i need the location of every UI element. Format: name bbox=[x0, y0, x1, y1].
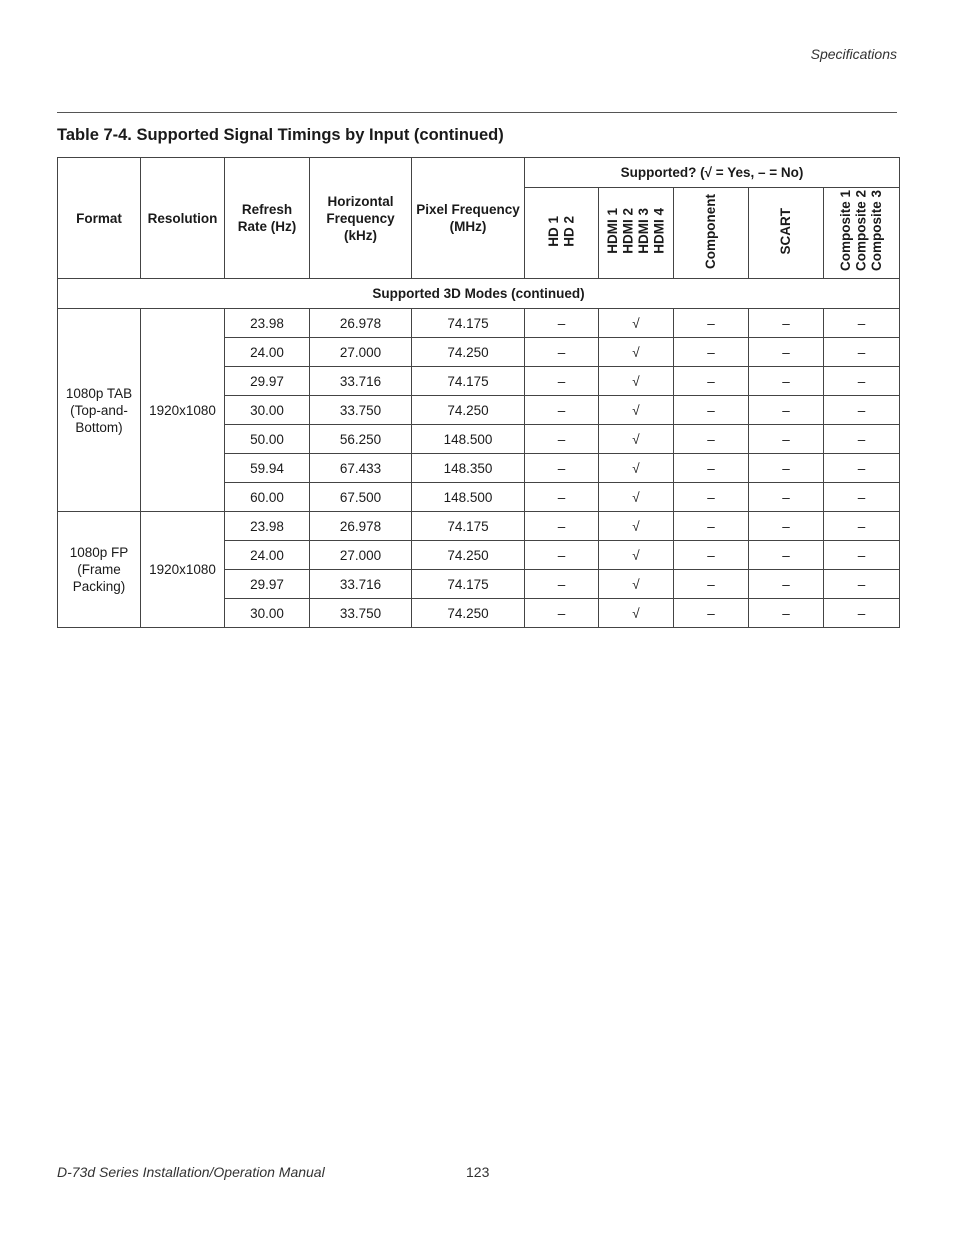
footer-page-number: 123 bbox=[466, 1164, 490, 1180]
component-cell: – bbox=[674, 512, 749, 541]
col-header-horizontal: Horizontal Frequency (kHz) bbox=[310, 158, 412, 279]
table-body bbox=[58, 279, 900, 628]
table-title: Table 7-4. Supported Signal Timings by Input (continued) bbox=[57, 126, 504, 144]
hdmi-cell: √ bbox=[599, 483, 674, 512]
scart-cell: – bbox=[749, 599, 824, 628]
footer-manual-title: D-73d Series Installation/Operation Manual bbox=[57, 1164, 325, 1180]
composite-cell: – bbox=[824, 309, 900, 338]
refresh-cell: 23.98 bbox=[225, 512, 310, 541]
component-cell: – bbox=[674, 396, 749, 425]
hdmi-cell: √ bbox=[599, 367, 674, 396]
table-row bbox=[58, 309, 900, 338]
horizontal-cell: 26.978 bbox=[310, 309, 412, 338]
hdmi-cell: √ bbox=[599, 396, 674, 425]
refresh-cell: 29.97 bbox=[225, 570, 310, 599]
horizontal-cell: 33.750 bbox=[310, 396, 412, 425]
hdmi-cell: √ bbox=[599, 454, 674, 483]
col-header-resolution: Resolution bbox=[141, 158, 225, 279]
refresh-cell: 29.97 bbox=[225, 367, 310, 396]
horizontal-cell: 67.500 bbox=[310, 483, 412, 512]
subheading: Supported 3D Modes (continued) bbox=[58, 279, 900, 309]
hd-cell: – bbox=[525, 483, 599, 512]
scart-cell: – bbox=[749, 425, 824, 454]
horizontal-cell: 27.000 bbox=[310, 338, 412, 367]
input-label-composite: Composite 1 Composite 2 Composite 3 bbox=[838, 190, 885, 272]
hdmi-cell: √ bbox=[599, 541, 674, 570]
pixel-cell: 148.500 bbox=[412, 425, 525, 454]
composite-cell: – bbox=[824, 367, 900, 396]
col-header-scart bbox=[749, 188, 824, 279]
col-header-composite bbox=[824, 188, 900, 279]
pixel-cell: 148.500 bbox=[412, 483, 525, 512]
refresh-cell: 50.00 bbox=[225, 425, 310, 454]
hdmi-cell: √ bbox=[599, 309, 674, 338]
col-header-hd bbox=[525, 188, 599, 279]
pixel-cell: 148.350 bbox=[412, 454, 525, 483]
horizontal-cell: 33.750 bbox=[310, 599, 412, 628]
section-label: Specifications bbox=[810, 46, 897, 62]
hdmi-cell: √ bbox=[599, 425, 674, 454]
refresh-cell: 30.00 bbox=[225, 396, 310, 425]
hd-cell: – bbox=[525, 309, 599, 338]
pixel-cell: 74.175 bbox=[412, 309, 525, 338]
input-label-hdmi: HDMI 1 HDMI 2 HDMI 3 HDMI 4 bbox=[605, 208, 667, 254]
header-rule bbox=[57, 112, 897, 113]
resolution-cell: 1920x1080 bbox=[141, 309, 225, 512]
scart-cell: – bbox=[749, 367, 824, 396]
hdmi-cell: √ bbox=[599, 512, 674, 541]
hd-cell: – bbox=[525, 541, 599, 570]
component-cell: – bbox=[674, 338, 749, 367]
hd-cell: – bbox=[525, 396, 599, 425]
format-cell: 1080p TAB (Top-and- Bottom) bbox=[58, 309, 141, 512]
pixel-cell: 74.175 bbox=[412, 512, 525, 541]
refresh-cell: 24.00 bbox=[225, 541, 310, 570]
scart-cell: – bbox=[749, 338, 824, 367]
horizontal-cell: 27.000 bbox=[310, 541, 412, 570]
scart-cell: – bbox=[749, 541, 824, 570]
horizontal-cell: 33.716 bbox=[310, 570, 412, 599]
scart-cell: – bbox=[749, 309, 824, 338]
composite-cell: – bbox=[824, 425, 900, 454]
input-label-component: Component bbox=[703, 193, 719, 269]
hd-cell: – bbox=[525, 570, 599, 599]
col-header-format: Format bbox=[58, 158, 141, 279]
horizontal-cell: 33.716 bbox=[310, 367, 412, 396]
scart-cell: – bbox=[749, 396, 824, 425]
refresh-cell: 23.98 bbox=[225, 309, 310, 338]
table-row bbox=[58, 512, 900, 541]
pixel-cell: 74.250 bbox=[412, 396, 525, 425]
format-cell: 1080p FP (Frame Packing) bbox=[58, 512, 141, 628]
composite-cell: – bbox=[824, 338, 900, 367]
component-cell: – bbox=[674, 309, 749, 338]
pixel-cell: 74.175 bbox=[412, 570, 525, 599]
composite-cell: – bbox=[824, 512, 900, 541]
composite-cell: – bbox=[824, 599, 900, 628]
pixel-cell: 74.175 bbox=[412, 367, 525, 396]
input-label-scart: SCART bbox=[778, 207, 794, 255]
refresh-cell: 30.00 bbox=[225, 599, 310, 628]
scart-cell: – bbox=[749, 570, 824, 599]
hd-cell: – bbox=[525, 512, 599, 541]
composite-cell: – bbox=[824, 483, 900, 512]
composite-cell: – bbox=[824, 541, 900, 570]
component-cell: – bbox=[674, 425, 749, 454]
col-header-refresh: Refresh Rate (Hz) bbox=[225, 158, 310, 279]
hd-cell: – bbox=[525, 338, 599, 367]
hdmi-cell: √ bbox=[599, 599, 674, 628]
hdmi-cell: √ bbox=[599, 338, 674, 367]
composite-cell: – bbox=[824, 454, 900, 483]
component-cell: – bbox=[674, 599, 749, 628]
col-header-component bbox=[674, 188, 749, 279]
component-cell: – bbox=[674, 454, 749, 483]
input-label-hd: HD 1 HD 2 bbox=[546, 215, 577, 247]
pixel-cell: 74.250 bbox=[412, 338, 525, 367]
refresh-cell: 59.94 bbox=[225, 454, 310, 483]
hd-cell: – bbox=[525, 454, 599, 483]
refresh-cell: 24.00 bbox=[225, 338, 310, 367]
horizontal-cell: 26.978 bbox=[310, 512, 412, 541]
scart-cell: – bbox=[749, 512, 824, 541]
col-header-supported: Supported? (√ = Yes, – = No) bbox=[525, 158, 900, 188]
horizontal-cell: 56.250 bbox=[310, 425, 412, 454]
signal-timings-table bbox=[57, 157, 900, 628]
scart-cell: – bbox=[749, 454, 824, 483]
col-header-pixel: Pixel Frequency (MHz) bbox=[412, 158, 525, 279]
pixel-cell: 74.250 bbox=[412, 541, 525, 570]
scart-cell: – bbox=[749, 483, 824, 512]
composite-cell: – bbox=[824, 396, 900, 425]
hd-cell: – bbox=[525, 599, 599, 628]
component-cell: – bbox=[674, 541, 749, 570]
refresh-cell: 60.00 bbox=[225, 483, 310, 512]
hd-cell: – bbox=[525, 425, 599, 454]
horizontal-cell: 67.433 bbox=[310, 454, 412, 483]
pixel-cell: 74.250 bbox=[412, 599, 525, 628]
hdmi-cell: √ bbox=[599, 570, 674, 599]
hd-cell: – bbox=[525, 367, 599, 396]
component-cell: – bbox=[674, 367, 749, 396]
component-cell: – bbox=[674, 570, 749, 599]
col-header-hdmi bbox=[599, 188, 674, 279]
component-cell: – bbox=[674, 483, 749, 512]
composite-cell: – bbox=[824, 570, 900, 599]
resolution-cell: 1920x1080 bbox=[141, 512, 225, 628]
